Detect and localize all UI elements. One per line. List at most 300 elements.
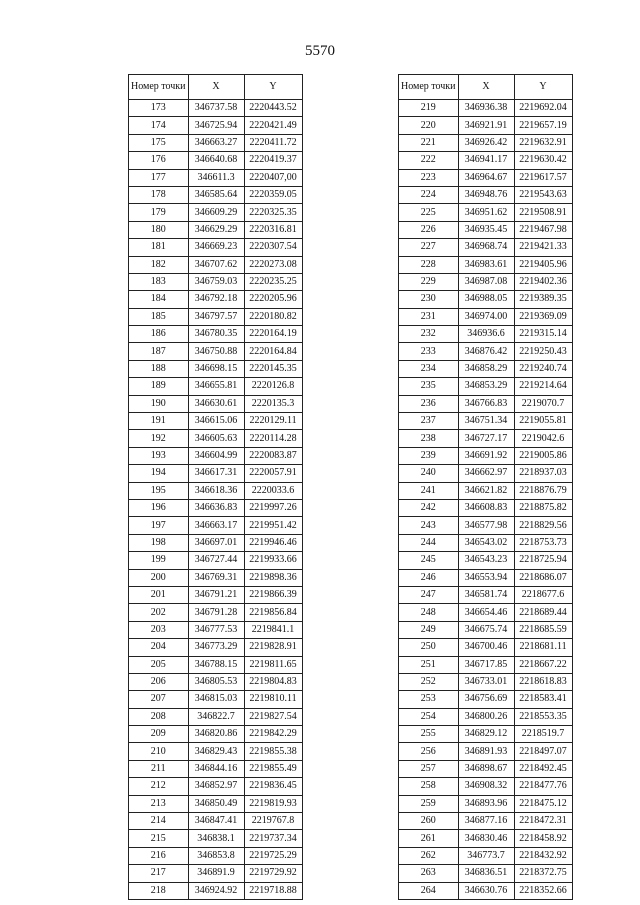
cell-x: 346829.12 (458, 726, 514, 743)
cell-point-number: 219 (399, 100, 459, 117)
table-row (129, 673, 303, 690)
cell-y: 2218432.92 (514, 847, 572, 864)
table-row (129, 691, 303, 708)
coordinates-table-right (398, 74, 573, 900)
cell-x: 346773.29 (188, 639, 244, 656)
cell-point-number: 193 (129, 447, 189, 464)
cell-y: 2218472.31 (514, 813, 572, 830)
cell-x: 346675.74 (458, 621, 514, 638)
cell-y: 2218458.92 (514, 830, 572, 847)
cell-y: 2219737.34 (244, 830, 302, 847)
cell-x: 346853.8 (188, 847, 244, 864)
cell-y: 2219617.57 (514, 169, 572, 186)
table-row (129, 552, 303, 569)
cell-point-number: 175 (129, 134, 189, 151)
cell-point-number: 259 (399, 795, 459, 812)
cell-x: 346891.93 (458, 743, 514, 760)
cell-point-number: 240 (399, 465, 459, 482)
cell-point-number: 184 (129, 291, 189, 308)
cell-y: 2219369.09 (514, 308, 572, 325)
cell-point-number: 249 (399, 621, 459, 638)
header-y: Y (514, 75, 572, 100)
table-row (399, 465, 573, 482)
table-row (399, 552, 573, 569)
table-header-row (129, 75, 303, 100)
cell-point-number: 243 (399, 517, 459, 534)
table-row (129, 517, 303, 534)
table-row (399, 656, 573, 673)
cell-y: 2219405.96 (514, 256, 572, 273)
cell-x: 346924.92 (188, 882, 244, 899)
cell-x: 346581.74 (458, 586, 514, 603)
table-row (129, 117, 303, 134)
cell-y: 2220180.82 (244, 308, 302, 325)
cell-x: 346700.46 (458, 639, 514, 656)
table-row (399, 360, 573, 377)
cell-y: 2218937.03 (514, 465, 572, 482)
cell-point-number: 199 (129, 552, 189, 569)
cell-x: 346893.96 (458, 795, 514, 812)
table-row (129, 865, 303, 882)
cell-point-number: 178 (129, 186, 189, 203)
cell-y: 2218677.6 (514, 586, 572, 603)
cell-point-number: 233 (399, 343, 459, 360)
table-row (129, 343, 303, 360)
cell-x: 346759.03 (188, 273, 244, 290)
cell-y: 2220325.35 (244, 204, 302, 221)
cell-x: 346974.00 (458, 308, 514, 325)
table-row (399, 100, 573, 117)
cell-y: 2218583.41 (514, 691, 572, 708)
cell-point-number: 215 (129, 830, 189, 847)
cell-point-number: 208 (129, 708, 189, 725)
cell-x: 346877.16 (458, 813, 514, 830)
cell-y: 2219389.35 (514, 291, 572, 308)
cell-point-number: 245 (399, 552, 459, 569)
table-row (399, 186, 573, 203)
table-row (399, 499, 573, 516)
cell-x: 346987.08 (458, 273, 514, 290)
cell-x: 346654.46 (458, 604, 514, 621)
cell-x: 346777.53 (188, 621, 244, 638)
cell-y: 2219997.26 (244, 499, 302, 516)
cell-x: 346669.23 (188, 239, 244, 256)
cell-y: 2219042.6 (514, 430, 572, 447)
table-row (129, 465, 303, 482)
cell-x: 346935.45 (458, 221, 514, 238)
table-row (129, 134, 303, 151)
table-row (129, 395, 303, 412)
table-row (399, 847, 573, 864)
cell-y: 2220307.54 (244, 239, 302, 256)
cell-point-number: 192 (129, 430, 189, 447)
cell-point-number: 204 (129, 639, 189, 656)
cell-x: 346788.15 (188, 656, 244, 673)
table-row (399, 517, 573, 534)
table-row (129, 326, 303, 343)
cell-y: 2219055.81 (514, 413, 572, 430)
cell-x: 346725.94 (188, 117, 244, 134)
cell-y: 2219841.1 (244, 621, 302, 638)
header-point-number: Номер точки (129, 75, 189, 100)
table-row (129, 256, 303, 273)
cell-x: 346941.17 (458, 152, 514, 169)
cell-point-number: 200 (129, 569, 189, 586)
cell-x: 346707.62 (188, 256, 244, 273)
cell-x: 346733.01 (458, 673, 514, 690)
cell-x: 346797.57 (188, 308, 244, 325)
table-header-row (399, 75, 573, 100)
cell-x: 346830.46 (458, 830, 514, 847)
cell-x: 346543.02 (458, 534, 514, 551)
cell-point-number: 187 (129, 343, 189, 360)
table-row (399, 256, 573, 273)
cell-y: 2220443.52 (244, 100, 302, 117)
table-row (399, 430, 573, 447)
cell-point-number: 188 (129, 360, 189, 377)
table-row (399, 795, 573, 812)
cell-point-number: 229 (399, 273, 459, 290)
table-row (129, 169, 303, 186)
cell-point-number: 217 (129, 865, 189, 882)
cell-point-number: 216 (129, 847, 189, 864)
table-row (129, 813, 303, 830)
cell-x: 346852.97 (188, 778, 244, 795)
cell-point-number: 197 (129, 517, 189, 534)
cell-y: 2219946.46 (244, 534, 302, 551)
cell-y: 2219402.36 (514, 273, 572, 290)
cell-y: 2219543.63 (514, 186, 572, 203)
cell-y: 2218686.07 (514, 569, 572, 586)
cell-x: 346891.9 (188, 865, 244, 882)
table-row (129, 534, 303, 551)
cell-y: 2219866.39 (244, 586, 302, 603)
cell-x: 346618.36 (188, 482, 244, 499)
table-row (129, 204, 303, 221)
table-row (129, 152, 303, 169)
table-row (129, 360, 303, 377)
cell-point-number: 218 (129, 882, 189, 899)
table-row (129, 273, 303, 290)
cell-point-number: 177 (129, 169, 189, 186)
cell-point-number: 202 (129, 604, 189, 621)
cell-y: 2218875.82 (514, 499, 572, 516)
cell-y: 2219855.38 (244, 743, 302, 760)
cell-y: 2219767.8 (244, 813, 302, 830)
cell-x: 346926.42 (458, 134, 514, 151)
cell-x: 346608.83 (458, 499, 514, 516)
cell-x: 346737.58 (188, 100, 244, 117)
cell-point-number: 260 (399, 813, 459, 830)
cell-y: 2218477.76 (514, 778, 572, 795)
cell-y: 2219842.29 (244, 726, 302, 743)
cell-y: 2219819.93 (244, 795, 302, 812)
cell-x: 346611.3 (188, 169, 244, 186)
table-row (399, 760, 573, 777)
cell-y: 2220205.96 (244, 291, 302, 308)
table-row (129, 291, 303, 308)
cell-point-number: 227 (399, 239, 459, 256)
cell-y: 2219933.66 (244, 552, 302, 569)
table-row (129, 604, 303, 621)
cell-x: 346792.18 (188, 291, 244, 308)
cell-x: 346615.06 (188, 413, 244, 430)
cell-x: 346964.67 (458, 169, 514, 186)
cell-y: 2220057.91 (244, 465, 302, 482)
cell-x: 346663.27 (188, 134, 244, 151)
cell-point-number: 212 (129, 778, 189, 795)
cell-y: 2218753.73 (514, 534, 572, 551)
cell-point-number: 186 (129, 326, 189, 343)
table-row (129, 639, 303, 656)
table-row (129, 239, 303, 256)
cell-point-number: 253 (399, 691, 459, 708)
cell-point-number: 244 (399, 534, 459, 551)
cell-point-number: 264 (399, 882, 459, 899)
cell-y: 2220126.8 (244, 378, 302, 395)
table-row (399, 273, 573, 290)
cell-point-number: 214 (129, 813, 189, 830)
cell-x: 346543.23 (458, 552, 514, 569)
cell-x: 346948.76 (458, 186, 514, 203)
cell-x: 346898.67 (458, 760, 514, 777)
table-row (129, 186, 303, 203)
cell-y: 2218618.83 (514, 673, 572, 690)
cell-x: 346766.83 (458, 395, 514, 412)
cell-y: 2219951.42 (244, 517, 302, 534)
cell-y: 2219898.36 (244, 569, 302, 586)
cell-x: 346751.34 (458, 413, 514, 430)
table-row (129, 221, 303, 238)
table-row (129, 621, 303, 638)
cell-point-number: 190 (129, 395, 189, 412)
table-row (399, 708, 573, 725)
cell-point-number: 180 (129, 221, 189, 238)
cell-x: 346800.26 (458, 708, 514, 725)
cell-y: 2220145.35 (244, 360, 302, 377)
cell-x: 346769.31 (188, 569, 244, 586)
cell-x: 346791.21 (188, 586, 244, 603)
cell-point-number: 231 (399, 308, 459, 325)
cell-y: 2218689.44 (514, 604, 572, 621)
cell-x: 346858.29 (458, 360, 514, 377)
cell-y: 2219632.91 (514, 134, 572, 151)
table-row (129, 378, 303, 395)
cell-x: 346655.81 (188, 378, 244, 395)
cell-x: 346844.16 (188, 760, 244, 777)
table-row (129, 847, 303, 864)
cell-point-number: 196 (129, 499, 189, 516)
table-row (399, 586, 573, 603)
cell-x: 346605.63 (188, 430, 244, 447)
cell-y: 2218352.66 (514, 882, 572, 899)
cell-x: 346815.03 (188, 691, 244, 708)
table-row (129, 743, 303, 760)
cell-point-number: 239 (399, 447, 459, 464)
table-row (129, 430, 303, 447)
cell-point-number: 176 (129, 152, 189, 169)
cell-point-number: 206 (129, 673, 189, 690)
cell-point-number: 183 (129, 273, 189, 290)
cell-y: 2219692.04 (514, 100, 572, 117)
table-row (399, 117, 573, 134)
cell-point-number: 201 (129, 586, 189, 603)
cell-y: 2219856.84 (244, 604, 302, 621)
cell-y: 2218829.56 (514, 517, 572, 534)
cell-y: 2219657.19 (514, 117, 572, 134)
cell-x: 346663.17 (188, 517, 244, 534)
cell-y: 2220235.25 (244, 273, 302, 290)
cell-x: 346988.05 (458, 291, 514, 308)
table-row (129, 308, 303, 325)
cell-point-number: 198 (129, 534, 189, 551)
cell-point-number: 225 (399, 204, 459, 221)
cell-y: 2219828.91 (244, 639, 302, 656)
cell-point-number: 254 (399, 708, 459, 725)
table-row (129, 499, 303, 516)
cell-x: 346553.94 (458, 569, 514, 586)
cell-x: 346640.68 (188, 152, 244, 169)
cell-point-number: 221 (399, 134, 459, 151)
cell-y: 2219240.74 (514, 360, 572, 377)
cell-y: 2220359.05 (244, 186, 302, 203)
table-row (399, 673, 573, 690)
cell-y: 2219827.54 (244, 708, 302, 725)
cell-x: 346876.42 (458, 343, 514, 360)
table-row (399, 778, 573, 795)
cell-y: 2218725.94 (514, 552, 572, 569)
cell-x: 346780.35 (188, 326, 244, 343)
table-row (399, 569, 573, 586)
cell-point-number: 213 (129, 795, 189, 812)
cell-y: 2219718.88 (244, 882, 302, 899)
cell-y: 2220273.08 (244, 256, 302, 273)
cell-point-number: 242 (399, 499, 459, 516)
cell-point-number: 220 (399, 117, 459, 134)
cell-x: 346853.29 (458, 378, 514, 395)
cell-x: 346983.61 (458, 256, 514, 273)
cell-x: 346951.62 (458, 204, 514, 221)
table-row (129, 656, 303, 673)
cell-x: 346727.44 (188, 552, 244, 569)
table-row (399, 204, 573, 221)
cell-y: 2219836.45 (244, 778, 302, 795)
cell-x: 346609.29 (188, 204, 244, 221)
page-number: 5570 (305, 43, 335, 59)
header-x: X (188, 75, 244, 100)
cell-point-number: 241 (399, 482, 459, 499)
cell-point-number: 181 (129, 239, 189, 256)
cell-x: 346617.31 (188, 465, 244, 482)
cell-point-number: 230 (399, 291, 459, 308)
cell-y: 2219421.33 (514, 239, 572, 256)
table-row (399, 691, 573, 708)
cell-y: 2219804.83 (244, 673, 302, 690)
cell-point-number: 209 (129, 726, 189, 743)
cell-x: 346727.17 (458, 430, 514, 447)
table-row (399, 830, 573, 847)
cell-x: 346773.7 (458, 847, 514, 864)
cell-y: 2219467.98 (514, 221, 572, 238)
table-row (399, 221, 573, 238)
cell-point-number: 256 (399, 743, 459, 760)
table-row (399, 291, 573, 308)
cell-y: 2220129.11 (244, 413, 302, 430)
cell-y: 2219070.7 (514, 395, 572, 412)
cell-y: 2218492.45 (514, 760, 572, 777)
cell-point-number: 191 (129, 413, 189, 430)
cell-x: 346968.74 (458, 239, 514, 256)
cell-point-number: 246 (399, 569, 459, 586)
cell-y: 2218876.79 (514, 482, 572, 499)
cell-x: 346850.49 (188, 795, 244, 812)
cell-x: 346805.53 (188, 673, 244, 690)
table-row (399, 169, 573, 186)
header-y: Y (244, 75, 302, 100)
table-row (129, 482, 303, 499)
cell-x: 346662.97 (458, 465, 514, 482)
table-row (399, 743, 573, 760)
cell-point-number: 203 (129, 621, 189, 638)
cell-y: 2220083.87 (244, 447, 302, 464)
table-row (399, 152, 573, 169)
table-row (399, 134, 573, 151)
cell-x: 346691.92 (458, 447, 514, 464)
cell-x: 346697.01 (188, 534, 244, 551)
table-row (129, 830, 303, 847)
cell-x: 346621.82 (458, 482, 514, 499)
cell-point-number: 250 (399, 639, 459, 656)
table-row (399, 413, 573, 430)
cell-point-number: 179 (129, 204, 189, 221)
table-row (399, 239, 573, 256)
cell-y: 2218553.35 (514, 708, 572, 725)
cell-x: 346936.6 (458, 326, 514, 343)
table-row (129, 778, 303, 795)
cell-x: 346838.1 (188, 830, 244, 847)
cell-y: 2220164.19 (244, 326, 302, 343)
table-row (129, 708, 303, 725)
cell-point-number: 228 (399, 256, 459, 273)
cell-y: 2220135.3 (244, 395, 302, 412)
cell-point-number: 173 (129, 100, 189, 117)
cell-point-number: 174 (129, 117, 189, 134)
cell-x: 346756.69 (458, 691, 514, 708)
cell-point-number: 261 (399, 830, 459, 847)
cell-y: 2218681.11 (514, 639, 572, 656)
cell-y: 2220421.49 (244, 117, 302, 134)
cell-x: 346822.7 (188, 708, 244, 725)
table-row (399, 378, 573, 395)
cell-x: 346847.41 (188, 813, 244, 830)
table-row (399, 726, 573, 743)
cell-y: 2219810.11 (244, 691, 302, 708)
cell-y: 2220164.84 (244, 343, 302, 360)
cell-y: 2218519.7 (514, 726, 572, 743)
cell-y: 2219005.86 (514, 447, 572, 464)
cell-y: 2218372.75 (514, 865, 572, 882)
cell-x: 346791.28 (188, 604, 244, 621)
cell-point-number: 195 (129, 482, 189, 499)
cell-x: 346820.86 (188, 726, 244, 743)
cell-x: 346829.43 (188, 743, 244, 760)
cell-point-number: 226 (399, 221, 459, 238)
cell-point-number: 247 (399, 586, 459, 603)
cell-y: 2220316.81 (244, 221, 302, 238)
cell-point-number: 234 (399, 360, 459, 377)
cell-y: 2219729.92 (244, 865, 302, 882)
cell-point-number: 262 (399, 847, 459, 864)
